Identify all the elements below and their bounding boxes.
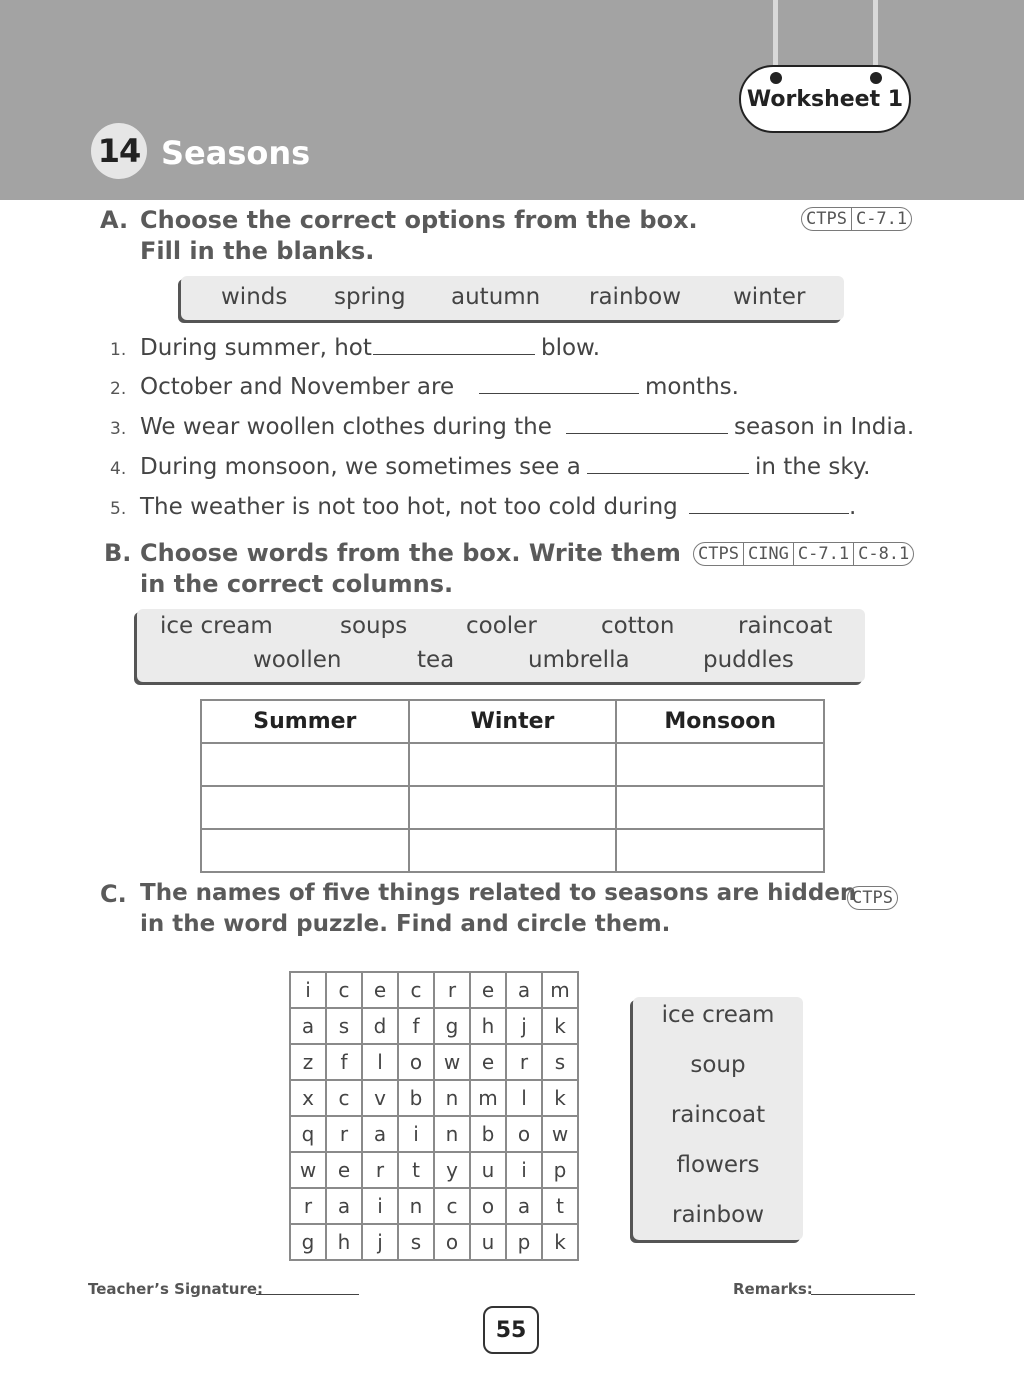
question-text: . [849,494,857,520]
remarks-line[interactable] [811,1294,915,1295]
grid-cell[interactable]: n [434,1080,470,1116]
grid-cell[interactable]: o [470,1188,506,1224]
hanger-dot [870,72,882,84]
tag-label: C-7.1 [793,543,853,565]
hidden-words-list [633,997,803,1240]
grid-cell[interactable]: z [290,1044,326,1080]
table-cell[interactable] [201,829,409,872]
grid-cell[interactable]: i [290,972,326,1008]
teacher-signature-line[interactable] [256,1294,359,1295]
word-chip: tea [417,647,455,673]
question-number: 1. [110,340,127,360]
grid-cell[interactable]: o [398,1044,434,1080]
grid-cell[interactable]: s [542,1044,578,1080]
grid-cell[interactable]: e [326,1152,362,1188]
grid-cell[interactable]: h [326,1224,362,1260]
skill-tag [801,207,912,231]
question-text: months. [645,374,739,400]
grid-cell[interactable]: k [542,1080,578,1116]
word-search-grid [289,971,579,1261]
grid-cell[interactable]: w [290,1152,326,1188]
column-header-summer: Summer [201,700,409,743]
section-c-letter: C. [100,880,127,908]
question-text: The weather is not too hot, not too cold during [140,494,678,520]
grid-cell[interactable]: a [506,1188,542,1224]
grid-cell[interactable]: f [398,1008,434,1044]
grid-cell[interactable]: d [362,1008,398,1044]
word-chip: cotton [601,613,675,639]
grid-cell[interactable]: j [362,1224,398,1260]
grid-cell[interactable]: r [506,1044,542,1080]
question-text: October and November are [140,374,455,400]
section-b-instruction: Choose words from the box. Write them [140,539,681,567]
tag-label: CTPS [852,888,893,908]
section-a-instruction: Fill in the blanks. [140,237,375,265]
grid-cell[interactable]: k [542,1224,578,1260]
grid-cell[interactable]: r [362,1152,398,1188]
option-word: winds [221,284,288,310]
grid-cell[interactable]: q [290,1116,326,1152]
word-chip: puddles [703,647,794,673]
grid-cell[interactable]: p [542,1152,578,1188]
grid-cell[interactable]: b [398,1080,434,1116]
answer-blank[interactable] [479,393,639,394]
word-chip: umbrella [528,647,630,673]
grid-row [290,1224,578,1260]
option-word: autumn [451,284,541,310]
teacher-signature-label: Teacher’s Signature: [88,1280,264,1298]
grid-cell[interactable]: c [326,972,362,1008]
question-number: 5. [110,499,127,519]
grid-cell[interactable]: p [506,1224,542,1260]
section-b-letter: B. [104,539,132,567]
grid-cell[interactable]: i [506,1152,542,1188]
tag-label: CTPS [806,209,847,229]
grid-cell[interactable]: b [470,1116,506,1152]
grid-cell[interactable]: m [470,1080,506,1116]
skill-tag [847,886,898,910]
grid-row [290,1008,578,1044]
grid-cell[interactable]: r [434,972,470,1008]
grid-cell[interactable]: l [362,1044,398,1080]
question-number: 3. [110,419,127,439]
option-word: spring [334,284,406,310]
grid-cell[interactable]: s [326,1008,362,1044]
grid-row [290,1188,578,1224]
table-cell[interactable] [201,786,409,829]
word-chip: woollen [253,647,342,673]
table-cell[interactable] [409,786,617,829]
question-text: During summer, hot [140,335,372,361]
grid-cell[interactable]: e [470,972,506,1008]
grid-cell[interactable]: x [290,1080,326,1116]
worksheet-badge: Worksheet 1 [739,65,911,133]
grid-cell[interactable]: e [362,972,398,1008]
grid-row [290,1044,578,1080]
grid-cell[interactable]: a [362,1116,398,1152]
grid-cell[interactable]: c [326,1080,362,1116]
word-box [137,609,865,682]
grid-cell[interactable]: k [542,1008,578,1044]
column-header-monsoon: Monsoon [616,700,824,743]
table-cell[interactable] [409,829,617,872]
question-text: During monsoon, we sometimes see a [140,454,581,480]
list-item: flowers [676,1152,760,1178]
list-item: ice cream [661,1002,775,1028]
grid-cell[interactable]: y [434,1152,470,1188]
word-chip: soups [340,613,408,639]
grid-cell[interactable]: w [434,1044,470,1080]
page-number: 55 [483,1306,539,1354]
season-columns-table [200,699,825,873]
word-chip: cooler [466,613,537,639]
question-number: 2. [110,379,127,399]
question-text: We wear woollen clothes during the [140,414,552,440]
column-header-winter: Winter [409,700,617,743]
table-cell[interactable] [616,786,824,829]
table-row [201,829,824,872]
grid-cell[interactable]: f [326,1044,362,1080]
table-cell[interactable] [616,743,824,786]
grid-cell[interactable]: o [506,1116,542,1152]
grid-cell[interactable]: t [542,1188,578,1224]
grid-cell[interactable]: g [290,1224,326,1260]
grid-cell[interactable]: i [398,1116,434,1152]
tag-label: C-7.1 [851,208,911,230]
option-word: rainbow [589,284,681,310]
grid-cell[interactable]: i [362,1188,398,1224]
word-chip: raincoat [738,613,833,639]
grid-cell[interactable]: c [398,972,434,1008]
table-cell[interactable] [409,743,617,786]
answer-blank[interactable] [587,473,749,474]
answer-blank[interactable] [566,433,728,434]
tag-label: CTPS [698,544,739,564]
chapter-title: Seasons [161,134,311,172]
question-number: 4. [110,459,127,479]
grid-cell[interactable]: s [398,1224,434,1260]
tag-label: C-8.1 [853,543,913,565]
grid-cell[interactable]: n [434,1116,470,1152]
section-c-instruction: The names of five things related to seasons are hidden [140,880,857,906]
grid-cell[interactable]: r [290,1188,326,1224]
grid-cell[interactable]: a [506,972,542,1008]
grid-cell[interactable]: e [470,1044,506,1080]
remarks-label: Remarks: [733,1280,813,1298]
grid-cell[interactable]: a [326,1188,362,1224]
table-header-row [201,700,824,743]
grid-cell[interactable]: a [290,1008,326,1044]
table-cell[interactable] [201,743,409,786]
grid-row [290,1152,578,1188]
grid-cell[interactable]: v [362,1080,398,1116]
word-chip: ice cream [160,613,273,639]
chapter-number: 14 [91,123,147,179]
tag-label: CING [743,543,793,565]
answer-blank[interactable] [373,354,535,355]
answer-blank[interactable] [689,513,849,514]
grid-cell[interactable]: r [326,1116,362,1152]
grid-cell[interactable]: n [398,1188,434,1224]
table-row [201,743,824,786]
question-text: season in India. [734,414,915,440]
grid-cell[interactable]: j [506,1008,542,1044]
grid-cell[interactable]: o [434,1224,470,1260]
grid-cell[interactable]: g [434,1008,470,1044]
grid-cell[interactable]: l [506,1080,542,1116]
section-a-instruction: Choose the correct options from the box. [140,206,698,234]
grid-cell[interactable]: m [542,972,578,1008]
grid-cell[interactable]: c [434,1188,470,1224]
grid-row [290,972,578,1008]
list-item: rainbow [672,1202,764,1228]
grid-cell[interactable]: u [470,1224,506,1260]
list-item: raincoat [670,1102,766,1128]
grid-cell[interactable]: h [470,1008,506,1044]
grid-cell[interactable]: w [542,1116,578,1152]
table-row [201,786,824,829]
option-word: winter [733,284,806,310]
grid-cell[interactable]: t [398,1152,434,1188]
table-cell[interactable] [616,829,824,872]
question-text: blow. [541,335,601,361]
list-item: soup [690,1052,746,1078]
section-b-instruction: in the correct columns. [140,570,454,598]
hanger-dot [770,72,782,84]
options-box [181,276,844,320]
question-text: in the sky. [755,454,871,480]
grid-cell[interactable]: u [470,1152,506,1188]
grid-row [290,1116,578,1152]
skill-tag [693,542,914,566]
section-c-instruction: in the word puzzle. Find and circle them. [140,911,671,937]
grid-row [290,1080,578,1116]
section-a-letter: A. [100,206,129,234]
